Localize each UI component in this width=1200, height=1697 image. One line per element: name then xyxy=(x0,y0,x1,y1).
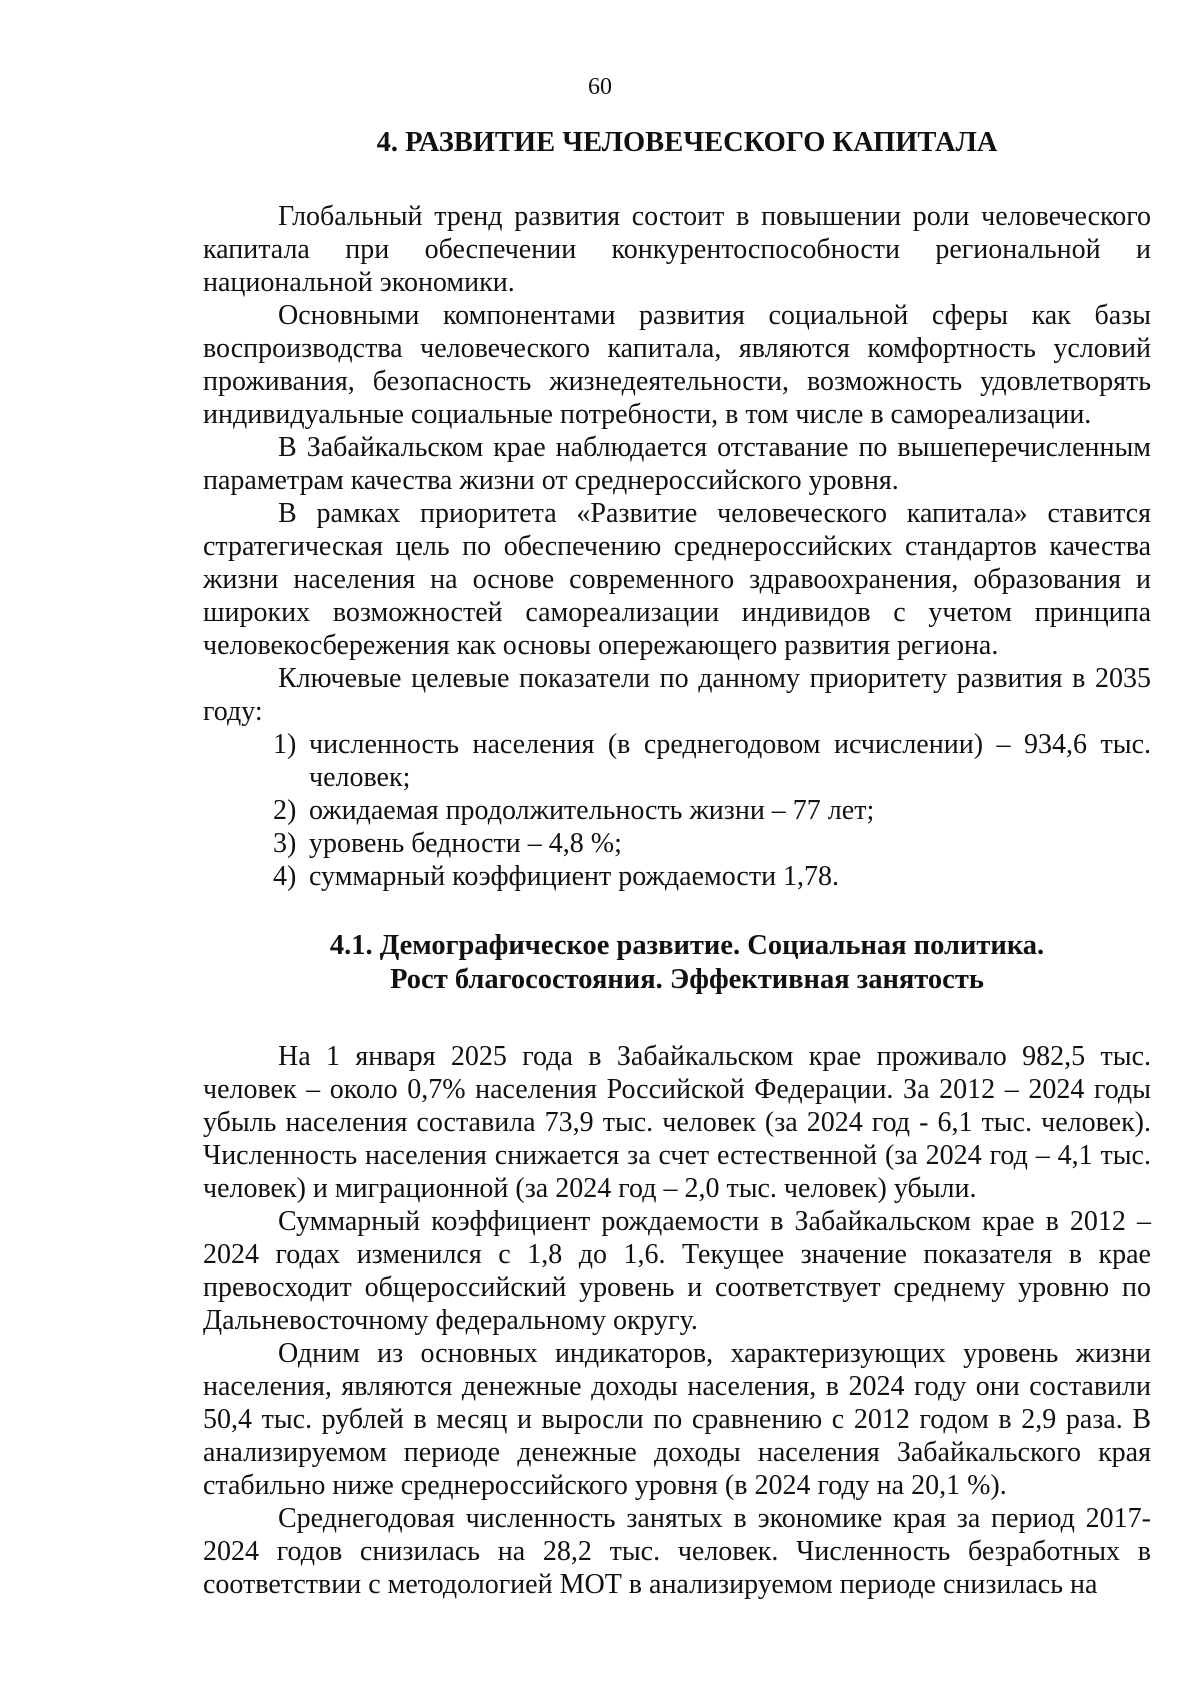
intro-paragraph-5: Ключевые целевые показатели по данному приоритету развития в 2035 году: xyxy=(203,663,1151,727)
section-paragraph-4: Среднегодовая численность занятых в экономике края за период 2017-2024 годов снизилась на 28,2 тыс. человек. Численность безработных в соответствии с методологией МОТ в анализируемом периоде снизилась на xyxy=(203,1503,1151,1600)
chapter-title: 4. РАЗВИТИЕ ЧЕЛОВЕЧЕСКОГО КАПИТАЛА xyxy=(376,127,998,158)
section-title xyxy=(203,929,1151,997)
target-number: 3) xyxy=(273,828,297,859)
target-item-4 xyxy=(203,860,1151,893)
section-title-line-2: Рост благосостояния. Эффективная занятость xyxy=(390,964,984,995)
page-number: 60 xyxy=(588,74,612,100)
target-text: ожидаемая продолжительность жизни – 77 лет; xyxy=(309,795,875,826)
section-paragraph-2: Суммарный коэффициент рождаемости в Забайкальском крае в 2012 – 2024 годах изменился с 1,8 до 1,6. Текущее значение показателя в крае превосходит общероссийский уровень и соответствует среднему уровню по Дальневосточному федеральному округу. xyxy=(203,1206,1151,1336)
target-item-1 xyxy=(203,728,1151,794)
intro-paragraph-1: Глобальный тренд развития состоит в повышении роли человеческого капитала при обеспечении конкурентоспособности региональной и национальной экономики. xyxy=(203,201,1151,298)
section-paragraph-3: Одним из основных индикаторов, характеризующих уровень жизни населения, являются денежные доходы населения, в 2024 году они составили 50,4 тыс. рублей в месяц и выросли по сравнению с 2012 годом в 2,9 раза. В анализируемом периоде денежные доходы населения Забайкальского края стабильно ниже среднероссийского уровня (в 2024 году на 20,1 %). xyxy=(203,1338,1151,1501)
target-item-3 xyxy=(203,827,1151,860)
target-number: 4) xyxy=(273,861,297,892)
targets-list xyxy=(203,728,1151,893)
intro-paragraph-2: Основными компонентами развития социальной сферы как базы воспроизводства человеческого капитала, являются комфортность условий проживания, безопасность жизнедеятельности, возможность удовлетворять индивидуальные социальные потребности, в том числе в самореализации. xyxy=(203,300,1151,430)
section-title-line-1: 4.1. Демографическое развитие. Социальная политика. xyxy=(329,930,1045,961)
target-number: 2) xyxy=(273,795,297,826)
target-item-2 xyxy=(203,794,1151,827)
target-text: численность населения (в среднегодовом исчислении) – 934,6 тыс. человек; xyxy=(309,729,1151,793)
target-text: суммарный коэффициент рождаемости 1,78. xyxy=(309,861,840,892)
intro-paragraph-3: В Забайкальском крае наблюдается отставание по вышеперечисленным параметрам качества жизни от среднероссийского уровня. xyxy=(203,432,1151,496)
target-text: уровень бедности – 4,8 %; xyxy=(309,828,622,859)
intro-paragraph-4: В рамках приоритета «Развитие человеческого капитала» ставится стратегическая цель по обеспечению среднероссийских стандартов качества жизни населения на основе современного здравоохранения, образования и широких возможностей самореализации индивидов с учетом принципа человекосбережения как основы опережающего развития региона. xyxy=(203,498,1151,661)
page-content xyxy=(203,118,1151,1601)
target-number: 1) xyxy=(273,729,297,760)
section-paragraph-1: На 1 января 2025 года в Забайкальском крае проживало 982,5 тыс. человек – около 0,7% населения Российской Федерации. За 2012 – 2024 годы убыль населения составила 73,9 тыс. человек (за 2024 год - 6,1 тыс. человек). Численность населения снижается за счет естественной (за 2024 год – 4,1 тыс. человек) и миграционной (за 2024 год – 2,0 тыс. человек) убыли. xyxy=(203,1041,1151,1204)
